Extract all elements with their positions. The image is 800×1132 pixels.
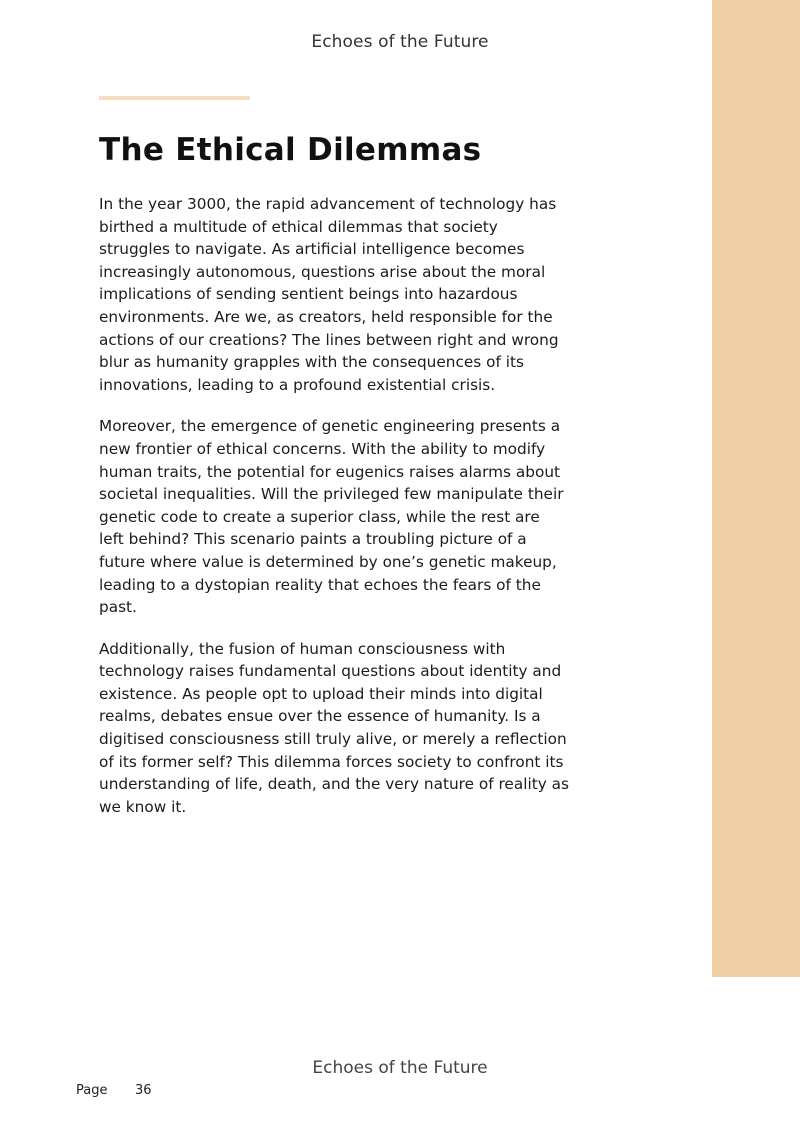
accent-divider (99, 96, 250, 100)
section-heading: The Ethical Dilemmas (99, 132, 482, 168)
paragraph-2: Moreover, the emergence of genetic engineering presents a new frontier of ethical concerns. With the ability to modify human traits, the potential for eugenics raises alarms about societal inequalities. Will the privileged few manipulate their genetic code to create a superior class, while the rest are left behind? This scenario paints a troubling picture of a future where value is determined by one’s genetic makeup, leading to a dystopian reality that echoes the fears of the past. (99, 417, 564, 617)
paragraph-3: Additionally, the fusion of human consciousness with technology raises fundamental questions about identity and existence. As people opt to upload their minds into digital realms, debates ensue over the essence of humanity. Is a digitised consciousness still truly alive, or merely a reflection of its former self? This dilemma forces society to confront its understanding of life, death, and the very nature of reality as we know it. (99, 639, 569, 816)
body-text (99, 193, 569, 837)
page-label: Page (76, 1083, 108, 1098)
running-header-title: Echoes of the Future (311, 32, 489, 52)
page-number: 36 (135, 1083, 152, 1098)
side-color-bar (712, 0, 800, 977)
paragraph-1: In the year 3000, the rapid advancement of technology has birthed a multitude of ethical dilemmas that society struggles to navigate. As artificial intelligence becomes increasingly autonomous, questions arise about the moral implications of sending sentient beings into hazardous environments. Are we, as creators, held responsible for the actions of our creations? The lines between right and wrong blur as humanity grapples with the consequences of its innovations, leading to a profound existential crisis. (99, 195, 559, 394)
running-footer-title: Echoes of the Future (312, 1058, 488, 1078)
